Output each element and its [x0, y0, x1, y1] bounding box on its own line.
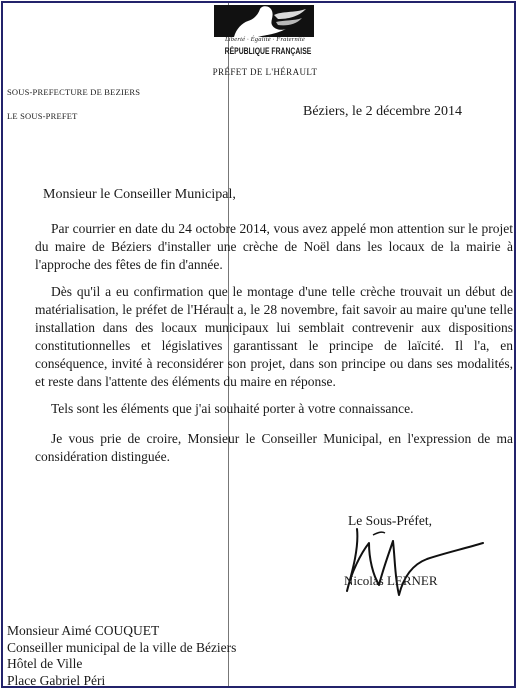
paragraph-3-text: Tels sont les éléments que j'ai souhaité porter à votre connaissance. [51, 401, 414, 416]
service-line-1: SOUS-PREFECTURE DE BEZIERS [7, 87, 141, 97]
republique-francaise: RÉPUBLIQUE FRANÇAISE [224, 46, 312, 57]
paragraph-2-text: Dès qu'il a eu confirmation que le montage d'une telle crèche trouvait un début de matérialisation, le préfet de l'Hérault a, le 28 novembre, fait savoir au maire qu'une telle installation dans des locaux municipaux lui semblait contrevenir aux dispositions constitutionnelles et législatives garantissant le principe de laïcité. Il l'a, en conséquence, invité à reconsidérer son projet, dans son principe ou dans ses modalités, et reste dans l'attente des éléments du maire en réponse. [35, 284, 513, 389]
paragraph-2 [35, 283, 513, 391]
marianne-logo [214, 5, 314, 37]
paragraph-4 [35, 430, 513, 466]
paragraph-1-text: Par courrier en date du 24 octobre 2014, vous avez appelé mon attention sur le projet du maire de Béziers d'installer une crèche de Noël dans les locaux de la mairie à l'approche des fêtes de fin d'année. [35, 221, 513, 272]
address-line-3: Hôtel de Ville [7, 656, 83, 671]
letter-page [1, 1, 516, 688]
salutation: Monsieur le Conseiller Municipal, [43, 187, 236, 202]
paragraph-3 [35, 400, 513, 418]
signatory-name: Nicolas LERNER [344, 573, 438, 588]
service-line-2: LE SOUS-PREFET [7, 111, 78, 121]
address-line-4: Place Gabriel Péri [7, 672, 106, 688]
handwritten-signature [333, 513, 516, 603]
recipient-address [7, 623, 307, 688]
signature-title: Le Sous-Préfet, [348, 513, 432, 528]
address-line-2: Conseiller municipal de la ville de Béziers [7, 639, 237, 655]
paragraph-4-text: Je vous prie de croire, Monsieur le Conseiller Municipal, en l'expression de ma considération distinguée. [35, 431, 513, 464]
paragraph-1 [35, 220, 513, 274]
devise: Liberté · Égalité · Fraternité [224, 36, 306, 43]
address-line-1: Monsieur Aimé COUQUET [7, 623, 160, 638]
letter-date: Béziers, le 2 décembre 2014 [303, 104, 462, 119]
prefet-herault: PRÉFET DE L'HÉRAULT [212, 67, 318, 77]
